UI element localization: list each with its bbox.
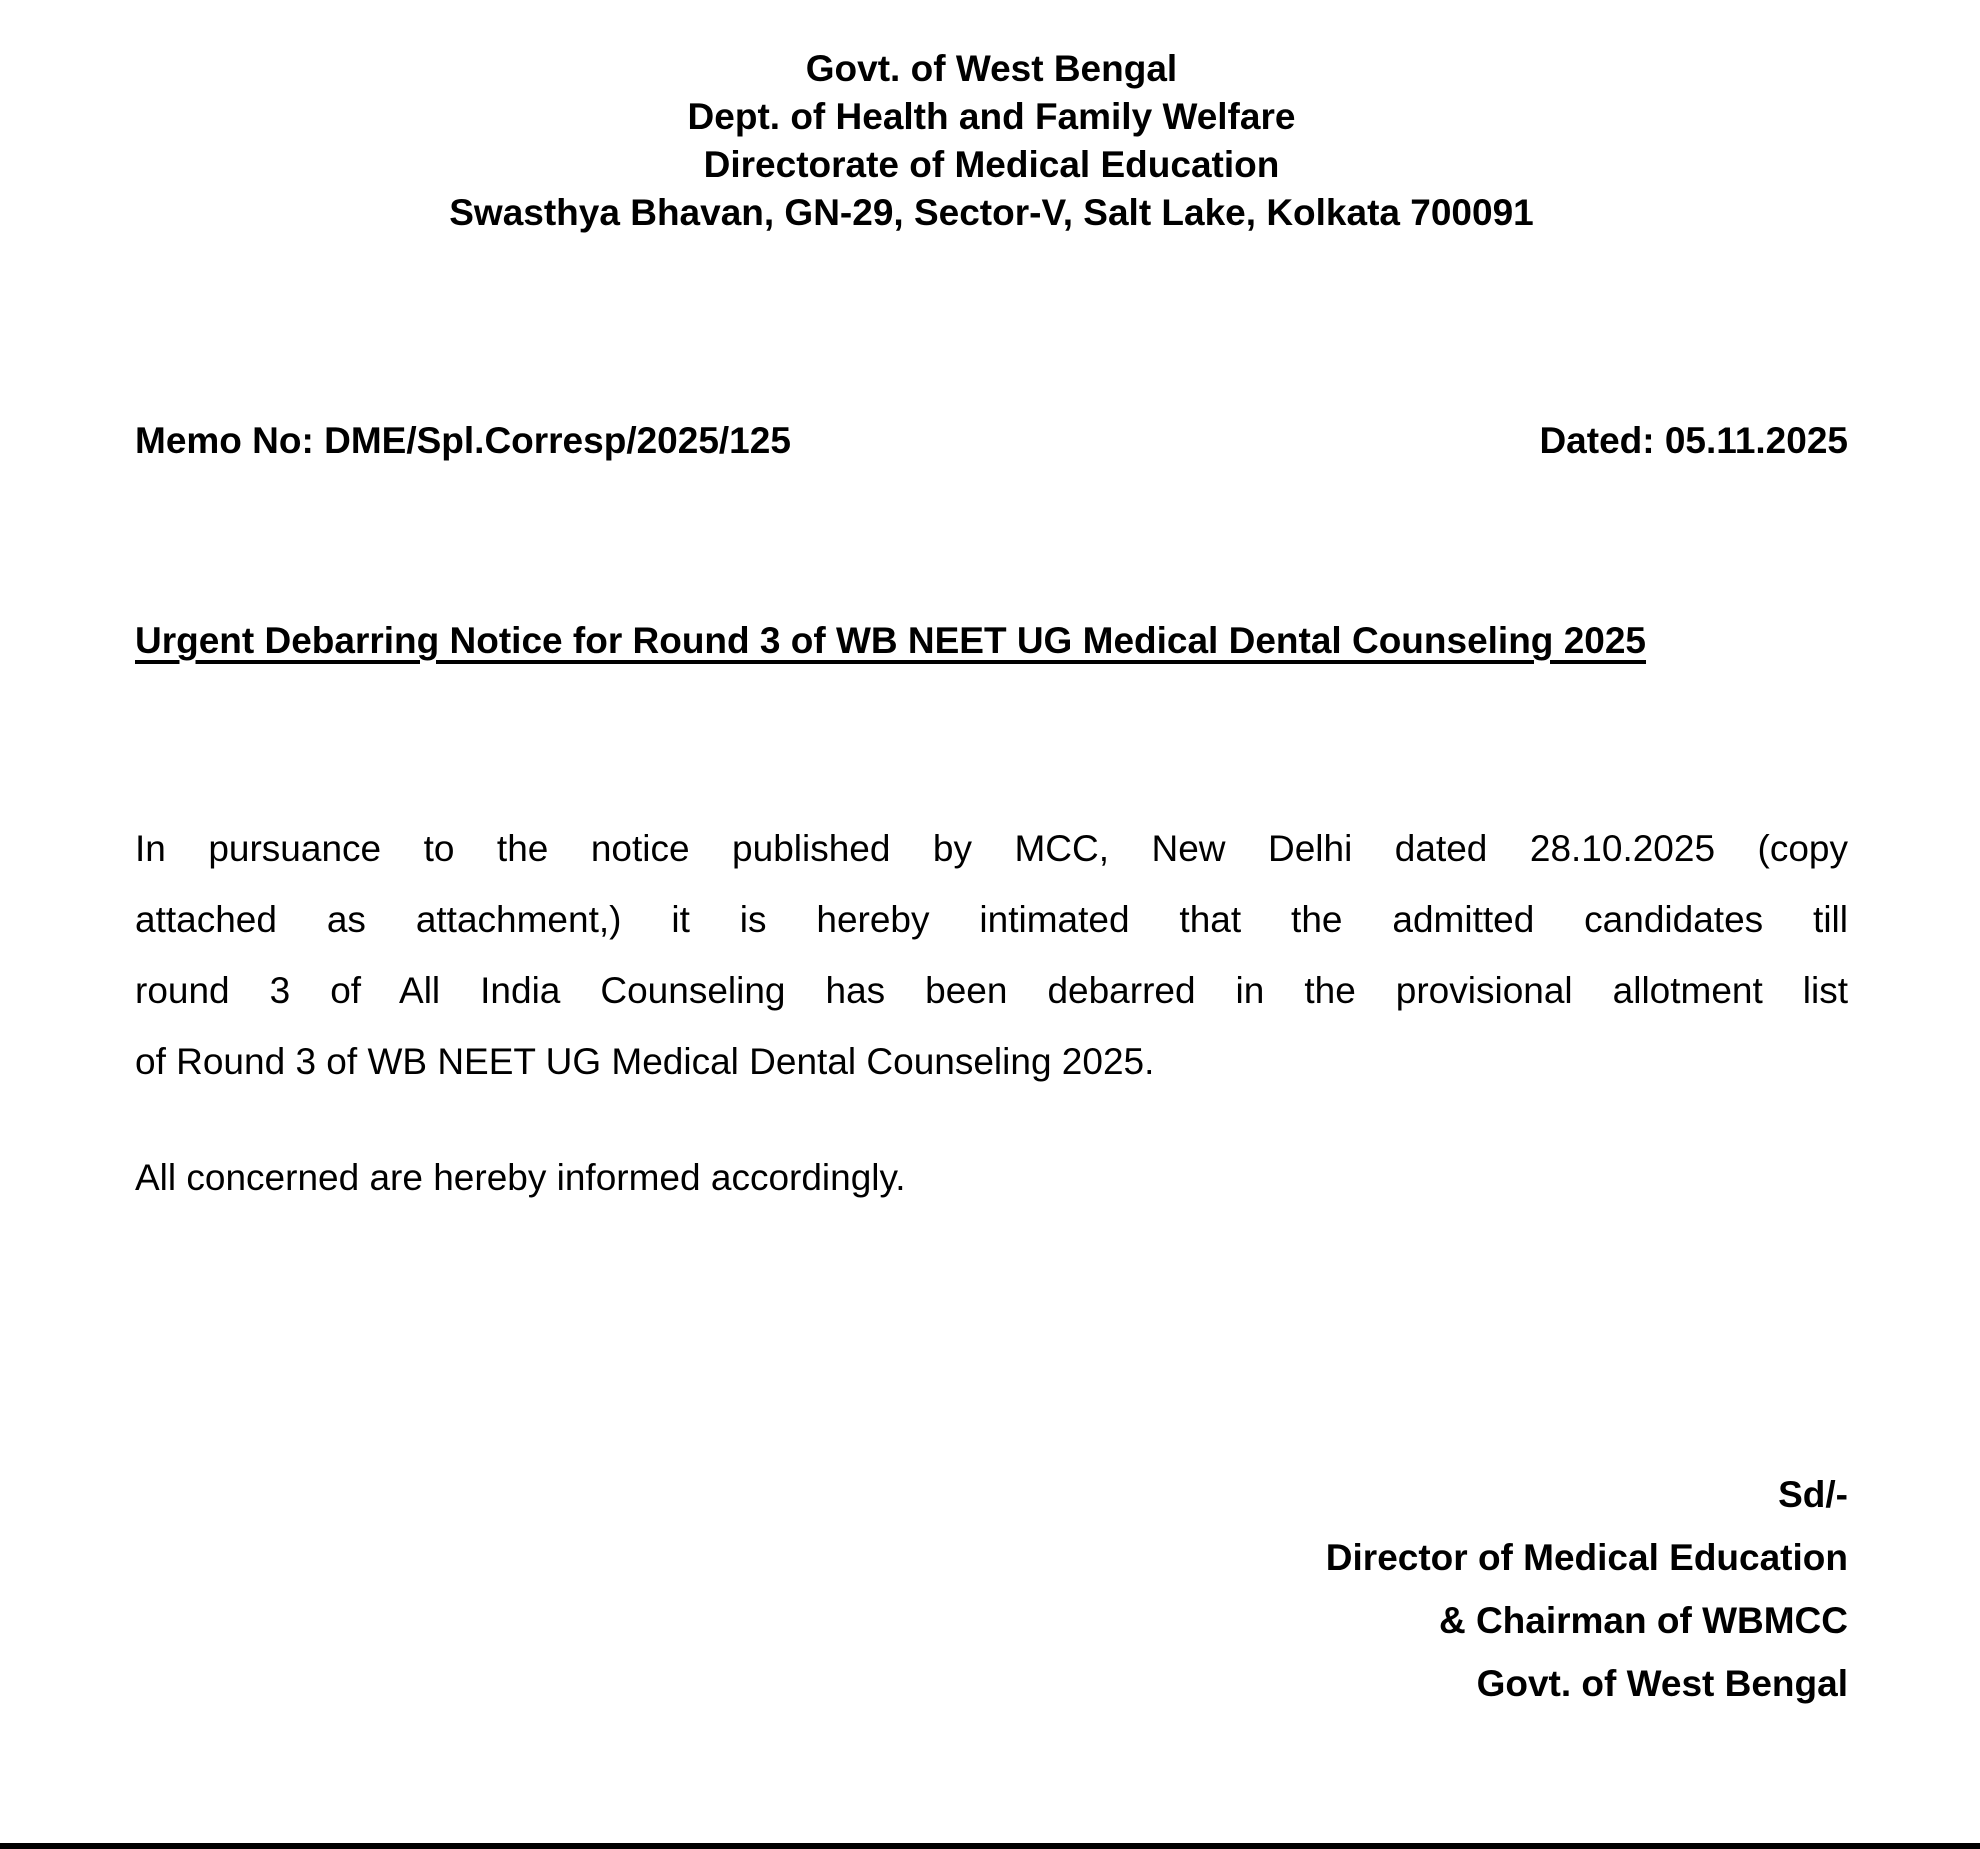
signature-chairman: & Chairman of WBMCC	[1438, 1600, 1848, 1641]
letterhead-directorate-line: Directorate of Medical Education	[703, 144, 1280, 185]
notice-body-paragraph	[135, 813, 1848, 1097]
signature-designation: Director of Medical Education	[1325, 1537, 1848, 1578]
signature-sd: Sd/-	[1778, 1474, 1848, 1515]
body-line-4: of Round 3 of WB NEET UG Medical Dental Counseling 2025.	[135, 1041, 1155, 1082]
body-line-2: attached as attachment,) it is hereby intimated that the admitted candidates till	[135, 899, 1848, 940]
memo-row	[135, 417, 1848, 465]
signature-block	[135, 1463, 1848, 1715]
memo-number: Memo No: DME/Spl.Corresp/2025/125	[135, 420, 791, 461]
memo-date: Dated: 05.11.2025	[1539, 420, 1848, 461]
body-line-3: round 3 of All India Counseling has been debarred in the provisional allotment list	[135, 970, 1848, 1011]
signature-govt: Govt. of West Bengal	[1476, 1663, 1848, 1704]
notice-title	[135, 617, 1848, 665]
letterhead-dept-line: Dept. of Health and Family Welfare	[687, 96, 1296, 137]
letterhead	[135, 45, 1848, 237]
letterhead-address-line: Swasthya Bhavan, GN-29, Sector-V, Salt Lake, Kolkata 700091	[449, 192, 1534, 233]
scan-edge-bar	[0, 1843, 1980, 1849]
closing-line: All concerned are hereby informed accordingly.	[135, 1157, 906, 1198]
body-line-1: In pursuance to the notice published by MCC, New Delhi dated 28.10.2025 (copy	[135, 828, 1848, 869]
letterhead-govt-line: Govt. of West Bengal	[805, 48, 1178, 89]
notice-title-text: Urgent Debarring Notice for Round 3 of WB NEET UG Medical Dental Counseling 2025	[135, 620, 1647, 661]
